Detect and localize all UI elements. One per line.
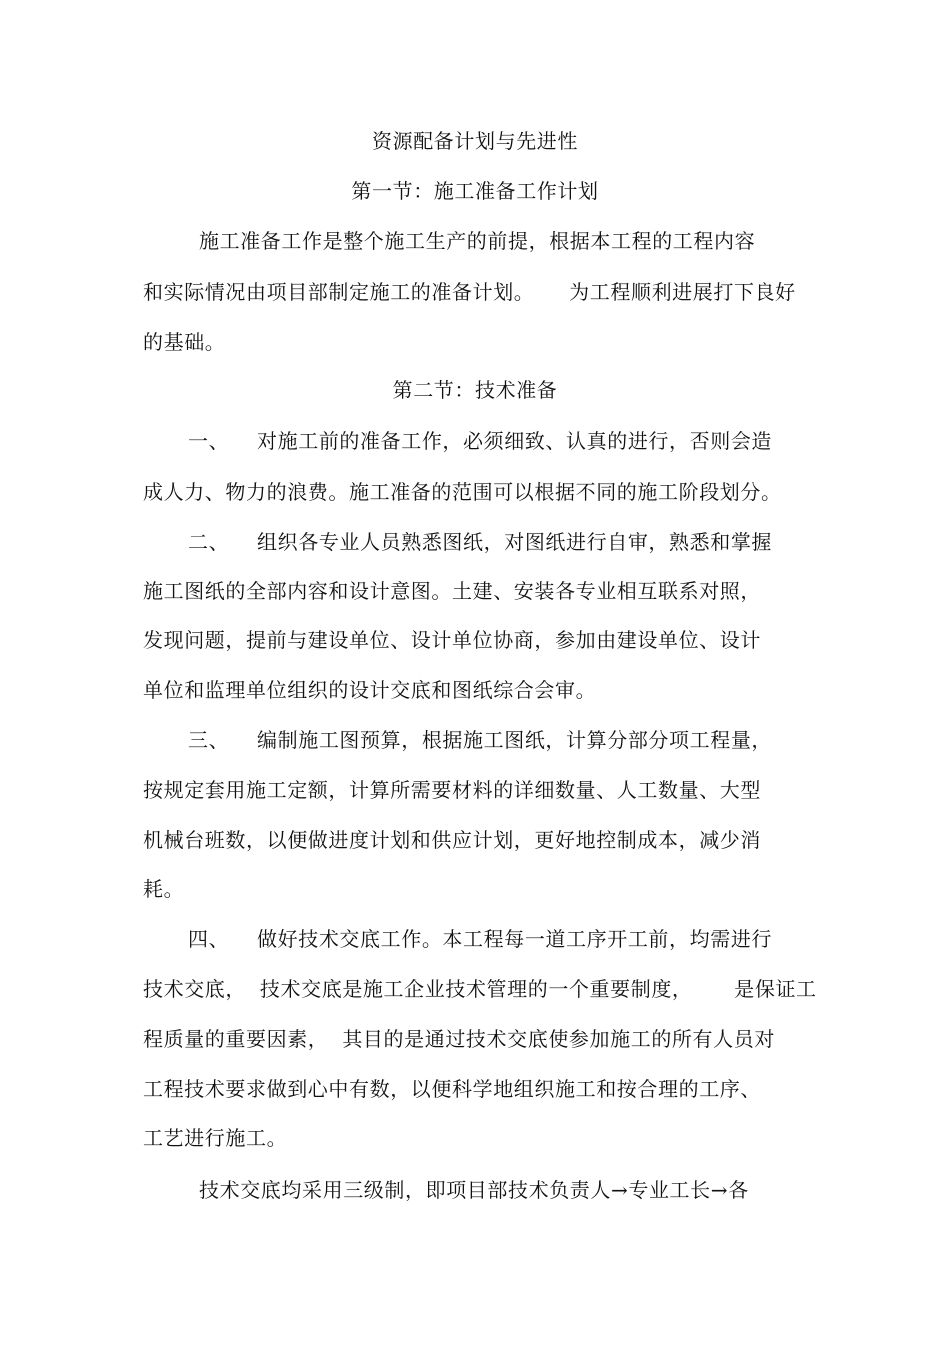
- item4-line: 工艺进行施工。: [143, 1126, 288, 1150]
- item3-line: 按规定套用施工定额，计算所需要材料的详细数量、人工数量、大型: [143, 778, 761, 802]
- document-title: 资源配备计划与先进性: [372, 129, 578, 153]
- item3-line: 机械台班数，以便做进度计划和供应计划，更好地控制成本，减少消: [143, 828, 761, 852]
- item4-line: 技术交底， 技术交底是施工企业技术管理的一个重要制度， 是保证工: [143, 977, 817, 1001]
- section1-paragraph-line: 和实际情况由项目部制定施工的准备计划。 为工程顺利进展打下良好: [143, 280, 796, 304]
- section2-heading: 第二节：技术准备: [392, 378, 558, 402]
- item1-line: 一、 对施工前的准备工作，必须细致、认真的进行，否则会造: [188, 429, 773, 453]
- item4-line: 程质量的重要因素， 其目的是通过技术交底使参加施工的所有人员对: [143, 1027, 775, 1051]
- item1-line: 成人力、物力的浪费。施工准备的范围可以根据不同的施工阶段划分。: [143, 480, 782, 504]
- item4-line: 工程技术要求做到心中有数，以便科学地组织施工和按合理的工序、: [143, 1077, 761, 1101]
- item3-line: 三、 编制施工图预算，根据施工图纸，计算分部分项工程量，: [188, 728, 773, 752]
- section1-paragraph-line: 的基础。: [143, 330, 226, 354]
- section1-heading: 第一节：施工准备工作计划: [351, 179, 599, 203]
- item3-line: 耗。: [143, 877, 185, 901]
- item2-line: 施工图纸的全部内容和设计意图。土建、安装各专业相互联系对照，: [143, 579, 761, 603]
- closing-paragraph-line: 技术交底均采用三级制，即项目部技术负责人→专业工长→各: [199, 1178, 749, 1202]
- item2-line: 二、 组织各专业人员熟悉图纸，对图纸进行自审，熟悉和掌握: [188, 530, 773, 554]
- item2-line: 发现问题，提前与建设单位、设计单位协商，参加由建设单位、设计: [143, 628, 761, 652]
- item2-line: 单位和监理单位组织的设计交底和图纸综合会审。: [143, 678, 597, 702]
- section1-paragraph-line: 施工准备工作是整个施工生产的前提，根据本工程的工程内容: [199, 229, 756, 253]
- item4-line: 四、 做好技术交底工作。本工程每一道工序开工前，均需进行: [188, 927, 773, 951]
